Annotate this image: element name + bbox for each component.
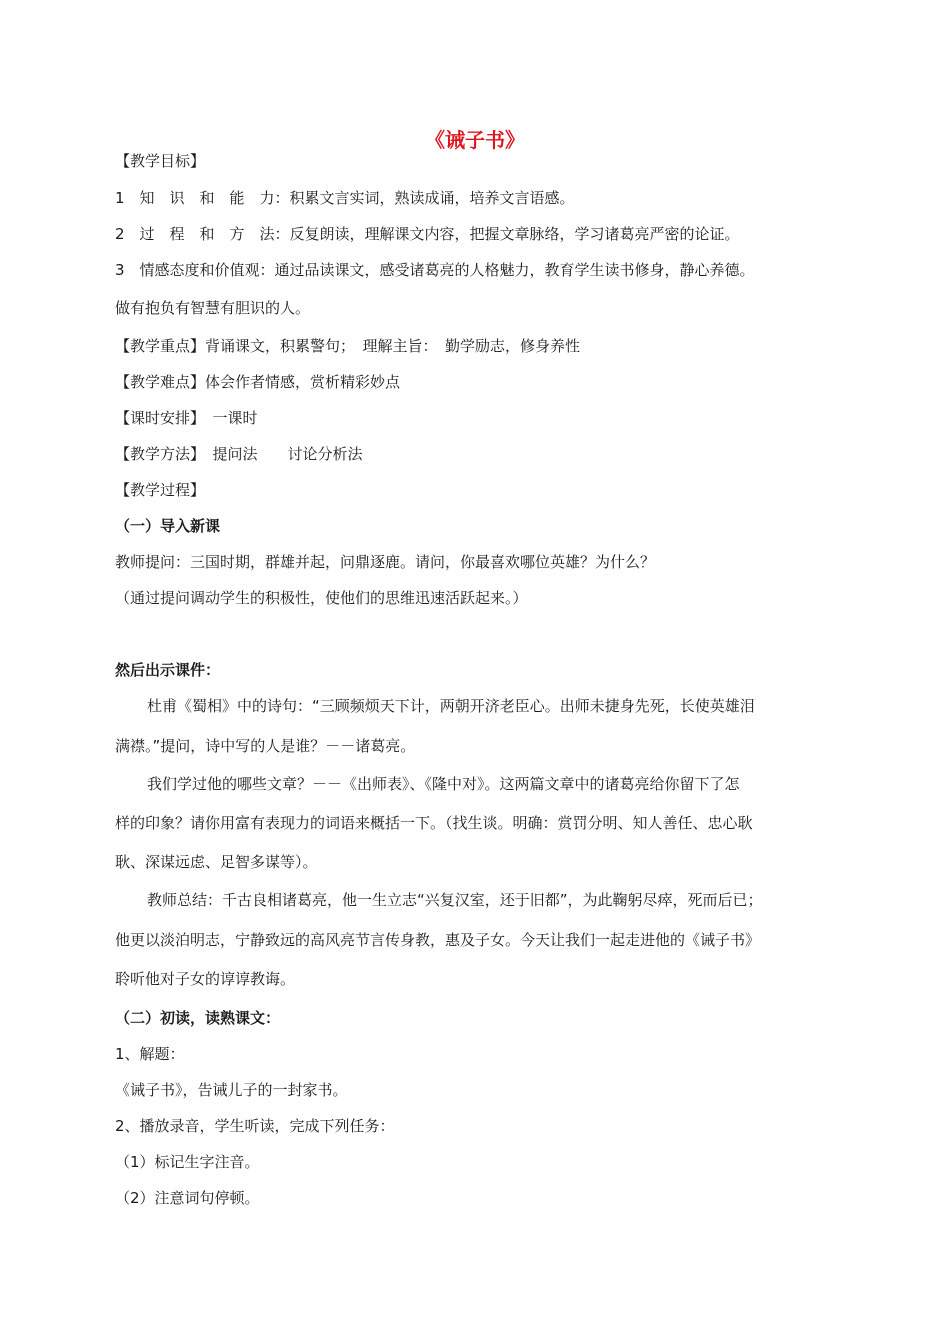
teaching-methods: 【教学方法】 提问法 讨论分析法 bbox=[115, 445, 363, 463]
key-points: 【教学重点】背诵课文，积累警句； 理解主旨： 勤学励志，修身养性 bbox=[115, 337, 581, 355]
objective-3-continued: 做有抱负有智慧有胆识的人。 bbox=[115, 299, 311, 317]
paragraph-2-line-2: 样的印象？请你用富有表现力的词语来概括一下。（找生谈。明确：赏罚分明、知人善任、忠心耿 bbox=[115, 814, 753, 832]
item-2: 2、播放录音，学生听读，完成下列任务： bbox=[115, 1117, 395, 1135]
task-2: （2）注意词句停顿。 bbox=[115, 1189, 260, 1207]
paragraph-1-line-2: 满襟。”提问，诗中写的人是谁？－－诸葛亮。 bbox=[115, 737, 416, 755]
document-title: 《诫子书》 bbox=[425, 128, 525, 152]
paragraph-3-line-1: 教师总结：千古良相诸葛亮，他一生立志“兴复汉室，还于旧都”，为此鞠躬尽瘁，死而后已； bbox=[147, 891, 763, 909]
objective-1: 1 知 识 和 能 力：积累文言实词，熟读成诵，培养文言语感。 bbox=[115, 189, 575, 207]
paragraph-3-line-2: 他更以淡泊明志，宁静致远的高风亮节言传身教，惠及子女。今天让我们一起走进他的《诫子书》 bbox=[115, 931, 761, 949]
paragraph-1-line-1: 杜甫《蜀相》中的诗句：“三顾频烦天下计，两朝开济老臣心。出师未捷身先死，长使英雄泪 bbox=[147, 697, 755, 715]
objectives-heading: 【教学目标】 bbox=[115, 152, 206, 170]
process-heading: 【教学过程】 bbox=[115, 481, 206, 499]
section-2-heading: （二）初读，读熟课文： bbox=[115, 1009, 281, 1027]
item-1: 1、解题： bbox=[115, 1045, 185, 1063]
objective-3: 3 情感态度和价值观：通过品读课文，感受诸葛亮的人格魅力，教育学生读书修身，静心养德。 bbox=[115, 261, 755, 279]
paragraph-2-line-1: 我们学过他的哪些文章？－－《出师表》、《隆中对》。这两篇文章中的诸葛亮给你留下了怎 bbox=[147, 775, 740, 793]
teacher-question: 教师提问：三国时期，群雄并起，问鼎逐鹿。请问，你最喜欢哪位英雄？为什么？ bbox=[115, 553, 656, 571]
task-1: （1）标记生字注音。 bbox=[115, 1153, 260, 1171]
section-1-heading: （一）导入新课 bbox=[115, 517, 221, 535]
paragraph-2-line-3: 耿、深谋远虑、足智多谋等）。 bbox=[115, 853, 318, 871]
courseware-heading: 然后出示课件： bbox=[115, 661, 221, 679]
class-schedule: 【课时安排】 一课时 bbox=[115, 409, 258, 427]
difficulties: 【教学难点】体会作者情感，赏析精彩妙点 bbox=[115, 373, 401, 391]
item-1-text: 《诫子书》，告诫儿子的一封家书。 bbox=[115, 1081, 348, 1099]
question-note: （通过提问调动学生的积极性，使他们的思维迅速活跃起来。） bbox=[115, 589, 528, 607]
paragraph-3-line-3: 聆听他对子女的谆谆教诲。 bbox=[115, 970, 296, 988]
objective-2: 2 过 程 和 方 法：反复朗读，理解课文内容，把握文章脉络，学习诸葛亮严密的论证。 bbox=[115, 225, 740, 243]
